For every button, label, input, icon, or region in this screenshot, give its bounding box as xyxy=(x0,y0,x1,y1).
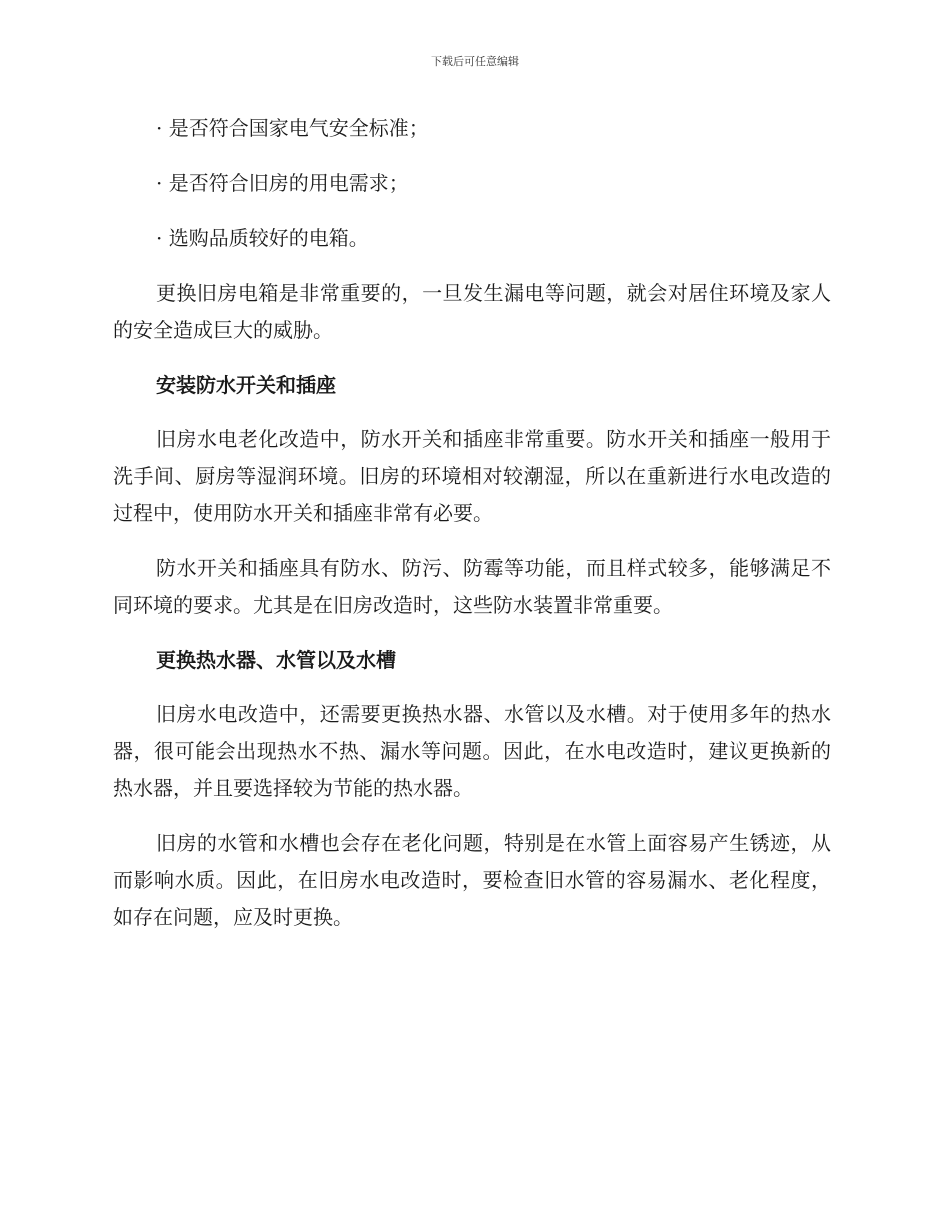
paragraph-waterproof-2: 防水开关和插座具有防水、防污、防霉等功能，而且样式较多，能够满足不同环境的要求。尤其是在旧房改造时，这些防水装置非常重要。 xyxy=(113,556,831,617)
section-heading-heater: 更换热水器、水管以及水槽 xyxy=(156,648,396,672)
header-note: 下载后可任意编辑 xyxy=(431,55,519,68)
bullet-item: · 是否符合旧房的用电需求； xyxy=(156,171,409,195)
bullet-item: · 是否符合国家电气安全标准； xyxy=(156,116,429,140)
paragraph-waterproof-1: 旧房水电老化改造中，防水开关和插座非常重要。防水开关和插座一般用于洗手间、厨房等湿润环境。旧房的环境相对较潮湿，所以在重新进行水电改造的过程中，使用防水开关和插座非常有必要。 xyxy=(113,427,831,525)
paragraph-heater-2: 旧房的水管和水槽也会存在老化问题，特别是在水管上面容易产生锈迹，从而影响水质。因此，在旧房水电改造时，要检查旧水管的容易漏水、老化程度，如存在问题，应及时更换。 xyxy=(113,831,831,929)
paragraph-electric-box: 更换旧房电箱是非常重要的，一旦发生漏电等问题，就会对居住环境及家人的安全造成巨大的威胁。 xyxy=(113,281,831,342)
document-body xyxy=(113,110,831,954)
bullet-item: · 选购品质较好的电箱。 xyxy=(156,226,369,250)
paragraph-heater-1: 旧房水电改造中，还需要更换热水器、水管以及水槽。对于使用多年的热水器，很可能会出现热水不热、漏水等问题。因此，在水电改造时，建议更换新的热水器，并且要选择较为节能的热水器。 xyxy=(113,702,831,800)
section-heading-waterproof: 安装防水开关和插座 xyxy=(156,373,336,397)
